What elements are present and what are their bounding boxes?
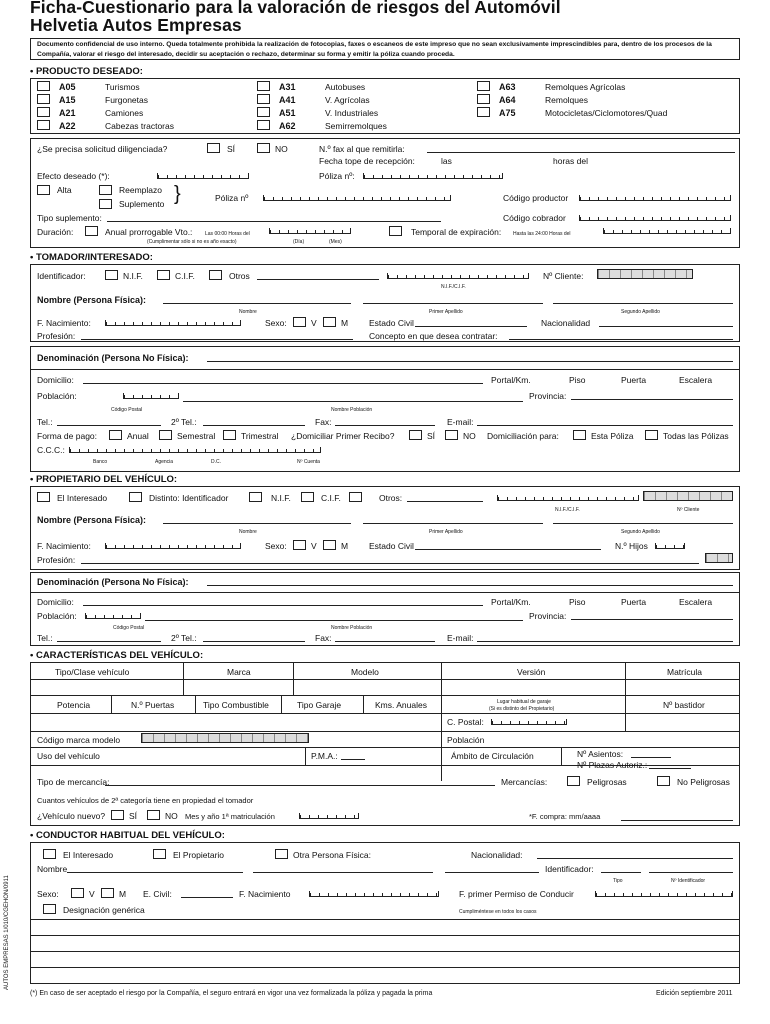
product-label: Semirremolques [325, 121, 387, 131]
solicitud-si-checkbox[interactable] [207, 143, 220, 153]
product-label: Autobuses [325, 82, 366, 92]
side-code: AUTOS EMPRESAS 1/010/CGEHON/0911 [4, 875, 10, 990]
producto-box [30, 78, 740, 134]
tomador-nombre-input[interactable] [163, 303, 351, 304]
tomador-civil-input[interactable] [415, 326, 527, 327]
prop-provincia-input[interactable] [571, 619, 733, 620]
product-a21-checkbox[interactable] [37, 107, 50, 117]
product-code: A31 [279, 82, 296, 92]
pago-anual-checkbox[interactable] [109, 430, 122, 440]
tomador-fnac-input[interactable] [105, 320, 241, 326]
tomador-denominacion-input[interactable] [207, 361, 733, 362]
tomador-nacionalidad-input[interactable] [599, 326, 733, 327]
section-conductor: • CONDUCTOR HABITUAL DEL VEHÍCULO: [30, 830, 225, 841]
pago-trimestral-checkbox[interactable] [223, 430, 236, 440]
product-label: V. Agrícolas [325, 95, 370, 105]
tomador-provincia-input[interactable] [571, 399, 733, 400]
car-cp-input[interactable] [491, 719, 567, 725]
product-label: Furgonetas [105, 95, 148, 105]
tomador-sexo-m[interactable] [323, 317, 336, 327]
product-label: Remolques Agrícolas [545, 82, 626, 92]
plazas-input[interactable] [649, 768, 691, 769]
cond-nident-input[interactable] [649, 872, 733, 873]
footer-note: (*) En caso de ser aceptado el riesgo por la Compañía, el seguro entrará en vigor una vez formalizada la póliza y pagada la prima [30, 990, 433, 997]
tomador-otros-checkbox[interactable] [209, 270, 222, 280]
prop-profesion-code [705, 553, 733, 563]
product-code: A51 [279, 108, 296, 118]
tipo-mercancia-input[interactable] [105, 785, 495, 786]
product-code: A75 [499, 108, 516, 118]
matriculacion-input[interactable] [299, 813, 359, 819]
tomador-tel2-input[interactable] [203, 425, 305, 426]
tomador-apellido1-input[interactable] [363, 303, 543, 304]
tomador-nif-input[interactable] [387, 273, 529, 279]
product-label: Turismos [105, 82, 140, 92]
tomador-poblacion-input[interactable] [183, 401, 523, 402]
tomador-concepto-input[interactable] [509, 339, 733, 340]
fax-input[interactable] [427, 152, 735, 153]
prop-email-input[interactable] [477, 641, 733, 642]
prop-hijos-input[interactable] [655, 543, 685, 549]
temporal-date-input[interactable] [603, 228, 731, 234]
nuevo-no-checkbox[interactable] [147, 810, 160, 820]
reemplazo-checkbox[interactable] [99, 185, 112, 195]
cond-tipo-input[interactable] [601, 872, 641, 873]
tomador-cp-input[interactable] [123, 393, 179, 399]
section-caracteristicas: • CARACTERÍSTICAS DEL VEHÍCULO: [30, 650, 204, 661]
nuevo-si-checkbox[interactable] [111, 810, 124, 820]
solicitud-no-checkbox[interactable] [257, 143, 270, 153]
prop-civil-input[interactable] [415, 549, 601, 550]
product-a64-checkbox[interactable] [477, 94, 490, 104]
prop-sexo-m[interactable] [323, 540, 336, 550]
solicitud-box: ¿Se precisa solicitud diligenciada? SÍ NO N.º fax al que remitirla: Fecha tope de recepción: las horas del Efecto deseado (*): Póliza nº: Alta Reemplazo Suplemento } Póliza nº Código productor Tipo suplemento: Código cobrador Duración: Anual prorrogable Vto.: Las 00:00 Horas del (Cumplimentar sólo si no es año exacto) (Día) (Mes) Temporal de expiración: Hasta las 24:00 Horas del [30, 138, 740, 248]
tomador-cif-checkbox[interactable] [157, 270, 170, 280]
section-tomador: • TOMADOR/INTERESADO: [30, 252, 153, 263]
efecto-date-input[interactable] [157, 173, 249, 179]
cond-permiso-input[interactable] [595, 891, 733, 897]
product-code: A05 [59, 82, 76, 92]
tomador-box-1: Identificador: N.I.F. C.I.F. Otros N.I.F./C.I.F. Nº Cliente: Nombre (Persona Física): Nombre Primer Apellido Segundo Apellido F. Nacimiento: Sexo: V M Estado Civil Nacionalidad Profesión: Concepto en que desea contratar: [30, 264, 740, 342]
prop-apellido2-input[interactable] [553, 523, 733, 524]
prop-distinto-checkbox[interactable] [129, 492, 142, 502]
pma-input[interactable] [341, 759, 365, 760]
product-a41-checkbox[interactable] [257, 94, 270, 104]
product-a05-checkbox[interactable] [37, 81, 50, 91]
product-label: Motocicletas/Ciclomotores/Quad [545, 108, 668, 118]
tomador-fax-input[interactable] [335, 425, 435, 426]
poliza-suplemento-input[interactable] [263, 195, 451, 201]
tomador-domicilio-input[interactable] [83, 383, 483, 384]
tomador-nif-checkbox[interactable] [105, 270, 118, 280]
product-code: A63 [499, 82, 516, 92]
tomador-cliente-input[interactable] [597, 269, 693, 279]
product-a22-checkbox[interactable] [37, 120, 50, 130]
prop-profesion-input[interactable] [81, 563, 699, 564]
caracteristicas-box: Tipo/Clase vehículo Marca Modelo Versión Matrícula Potencia N.º Puertas Tipo Combustible Tipo Garaje Kms. Anuales Lugar habitual de garaje (Si es distinto del Propietario) Nº bastidor C. Postal: Código marca modelo Población Uso del vehículo P.M.A.: Ámbito de Circulación Nº Asientos: Nº Plazas Autoriz.: Tipo de mercancía: Mercancías: Peligrosas No Peligrosas Cuantos vehículos de 2ª categoría tiene en propiedad el tomador ¿Vehículo nuevo? SÍ NO Mes y año 1ª matriculación *F. compra: mm/aaaa [30, 662, 740, 826]
asientos-input[interactable] [631, 757, 671, 758]
section-propietario: • PROPIETARIO DEL VEHÍCULO: [30, 474, 178, 485]
cond-otra-checkbox[interactable] [275, 849, 288, 859]
product-code: A21 [59, 108, 76, 118]
cond-sexo-v[interactable] [71, 888, 84, 898]
propietario-box-2: Denominación (Persona No Física): Domicilio: Portal/Km. Piso Puerta Escalera Población: Código Postal Nombre Población Provincia: Tel.: 2º Tel.: Fax: E-mail: [30, 572, 740, 646]
domiciliar-no-checkbox[interactable] [445, 430, 458, 440]
ccc-input[interactable] [69, 447, 321, 453]
prop-sexo-v[interactable] [293, 540, 306, 550]
propietario-box-1: El Interesado Distinto: Identificador N.I.F. C.I.F. Otros: N.I.F./C.I.F. Nº Cliente Nombre (Persona Física): Nombre Primer Apellido Segundo Apellido F. Nacimiento: Sexo: V M Estado Civil N.º Hijos Profesión: [30, 486, 740, 570]
footer-edition: Edición septiembre 2011 [656, 990, 733, 997]
prop-denominacion-input[interactable] [207, 585, 733, 586]
prop-cliente-input[interactable] [643, 491, 733, 501]
tomador-sexo-v[interactable] [293, 317, 306, 327]
alta-checkbox[interactable] [37, 185, 50, 195]
tomador-otros-input[interactable] [257, 279, 379, 280]
prop-tel-input[interactable] [57, 641, 161, 642]
prop-otros-checkbox[interactable] [349, 492, 362, 502]
prop-fnac-input[interactable] [105, 543, 241, 549]
domiciliar-si-checkbox[interactable] [409, 430, 422, 440]
confidential-notice: Documento confidencial de uso interno. Queda totalmente prohibida la realización de fotocopias, faxes o escaneos de este impreso que no sean exclusivamente imprescindibles para, dentro de los procesos de la Compañía, valorar el riesgo del interesado, decidir su aceptación o rechazo, determinar su forma y emitir la póliza cuando proceda. [30, 38, 740, 60]
product-a62-checkbox[interactable] [257, 120, 270, 130]
prop-cif-checkbox[interactable] [301, 492, 314, 502]
cond-apellido2-input[interactable] [445, 872, 539, 873]
temporal-checkbox[interactable] [389, 226, 402, 236]
product-a31-checkbox[interactable] [257, 81, 270, 91]
prop-nif-checkbox[interactable] [249, 492, 262, 502]
cond-apellido1-input[interactable] [253, 872, 433, 873]
cond-fnac-input[interactable] [309, 891, 439, 897]
product-label: Camiones [105, 108, 144, 118]
product-code: A22 [59, 121, 76, 131]
product-code: A41 [279, 95, 296, 105]
suplemento-checkbox[interactable] [99, 199, 112, 209]
prop-domicilio-input[interactable] [83, 605, 483, 606]
tomador-apellido2-input[interactable] [553, 303, 733, 304]
anual-prorrogable-checkbox[interactable] [85, 226, 98, 236]
product-code: A62 [279, 121, 296, 131]
tomador-email-input[interactable] [477, 425, 733, 426]
product-a63-checkbox[interactable] [477, 81, 490, 91]
prop-otros-input[interactable] [407, 501, 483, 502]
cond-civil-input[interactable] [181, 897, 233, 898]
todas-polizas-checkbox[interactable] [645, 430, 658, 440]
product-label: Cabezas tractoras [105, 121, 174, 131]
no-peligrosas-checkbox[interactable] [657, 776, 670, 786]
pago-semestral-checkbox[interactable] [159, 430, 172, 440]
section-producto: • PRODUCTO DESEADO: [30, 66, 143, 77]
codigo-marca-input[interactable] [141, 733, 309, 743]
document-title: Ficha-Cuestionario para la valoración de riesgos del Automóvil Helvetia Autos Empresas [30, 0, 561, 35]
prop-fax-input[interactable] [335, 641, 435, 642]
cond-nombre-input[interactable] [67, 872, 243, 873]
product-a15-checkbox[interactable] [37, 94, 50, 104]
prop-interesado-checkbox[interactable] [37, 492, 50, 502]
anual-date-input[interactable] [269, 228, 351, 234]
tomador-tel-input[interactable] [57, 425, 161, 426]
product-code: A15 [59, 95, 76, 105]
poliza-number-input[interactable] [363, 173, 503, 179]
product-a75-checkbox[interactable] [477, 107, 490, 117]
cond-sexo-m[interactable] [101, 888, 114, 898]
prop-nombre-input[interactable] [163, 523, 351, 524]
product-code: A64 [499, 95, 516, 105]
product-label: Remolques [545, 95, 588, 105]
tomador-box-2: Denominación (Persona No Física): Domicilio: Portal/Km. Piso Puerta Escalera Población: Código Postal Nombre Población Provincia: Tel.: 2º Tel.: Fax: E-mail: Forma de pago: Anual Semestral Trimestral ¿Domiciliar Primer Recibo? SÍ NO Domiciliación para: Esta Póliza Todas las Pólizas C.C.C.: Banco Agencia D.C. Nº Cuenta [30, 346, 740, 472]
codigo-cobrador-input[interactable] [579, 215, 731, 221]
designacion-generica-checkbox[interactable] [43, 904, 56, 914]
cond-interesado-checkbox[interactable] [43, 849, 56, 859]
prop-apellido1-input[interactable] [363, 523, 543, 524]
prop-poblacion-input[interactable] [145, 620, 523, 621]
prop-cp-input[interactable] [85, 613, 141, 619]
tomador-profesion-input[interactable] [81, 339, 353, 340]
product-a51-checkbox[interactable] [257, 107, 270, 117]
esta-poliza-checkbox[interactable] [573, 430, 586, 440]
prop-nif-input[interactable] [497, 495, 639, 501]
tipo-suplemento-input[interactable] [107, 221, 441, 222]
cond-nacionalidad-input[interactable] [537, 858, 733, 859]
codigo-productor-input[interactable] [579, 195, 731, 201]
peligrosas-checkbox[interactable] [567, 776, 580, 786]
fecha-compra-input[interactable] [621, 820, 733, 821]
cond-propietario-checkbox[interactable] [153, 849, 166, 859]
conductor-box: El Interesado El Propietario Otra Persona Física: Nacionalidad: Nombre Identificador: Tipo Nº Identificador Sexo: V M E. Civil: F. Nacimiento F. primer Permiso de Conducir Designación genérica Cumpliméntese en todos los casos [30, 842, 740, 984]
product-label: V. Industriales [325, 108, 379, 118]
prop-tel2-input[interactable] [203, 641, 305, 642]
